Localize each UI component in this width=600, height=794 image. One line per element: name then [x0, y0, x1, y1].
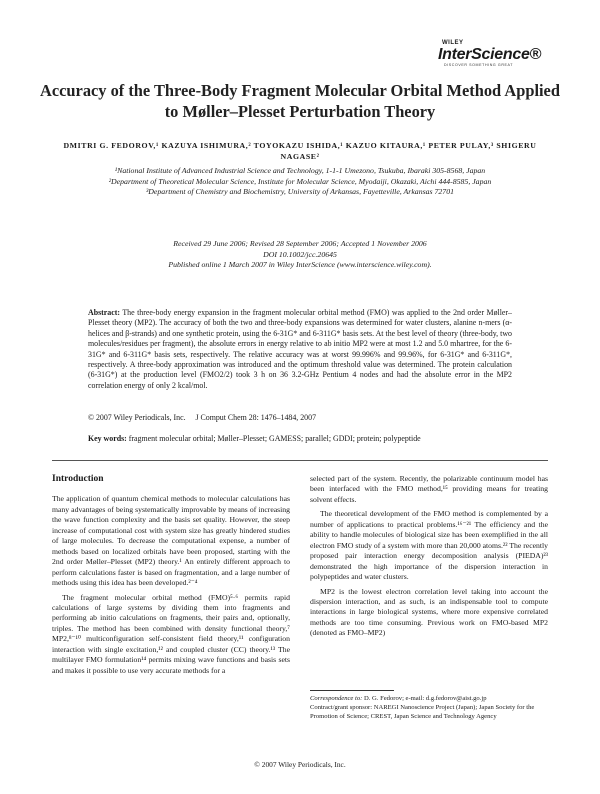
section-heading-introduction: Introduction [52, 474, 104, 484]
wiley-interscience-logo [438, 40, 568, 67]
doi: DOI 10.1002/jcc.20645 [263, 249, 337, 259]
intro-paragraph-1: The application of quantum chemical methods to molecular calculations has many advantages of being systematically improvable by means of increasing the wave function complexity and the basis set quality. However, the steep increase of computational cost with system size has greatly hindered studies of large molecules. To decrease the computational expense, a number of methods based on localized orbitals have been proposed, starting with the 2nd order Møller–Plesset (MP2) theory.¹ An entirely different approach to perform calculations faster is based on fragmentation, and a large number of methods using this idea has been developed.²⁻⁴ [52, 494, 290, 588]
footnotes [310, 694, 548, 722]
section-divider [52, 460, 548, 461]
publication-dates [60, 239, 540, 271]
left-column [52, 474, 290, 680]
correspondence-text: D. G. Fedorov; e-mail: d.g.fedorov@aist.go.jp [363, 695, 487, 702]
affiliation-3: ³Department of Chemistry and Biochemistry, University of Arkansas, Fayetteville, Arkansas 72701 [145, 187, 455, 196]
keywords-text: fragment molecular orbital; Møller–Plesset; GAMESS; parallel; GDDI; protein; polypeptide [128, 434, 421, 443]
correspondence [310, 694, 548, 703]
author-list: DMITRI G. FEDOROV,¹ KAZUYA ISHIMURA,² TOYOKAZU ISHIDA,¹ KAZUO KITAURA,¹ PETER PULAY,³ SHIGERU NAGASE² [63, 141, 537, 161]
keywords [88, 434, 512, 443]
copyright-line [88, 413, 512, 422]
intro-paragraph-5: MP2 is the lowest electron correlation level taking into account the dispersion interaction, and as such, is an indispensable tool to compute interactions in large biological systems, where more expensive correlated methods are too time consuming. Previous work on FMO-based MP2 (denoted as FMO–MP2) [310, 586, 548, 638]
right-column [310, 474, 548, 643]
keywords-label: Key words: [88, 434, 127, 443]
intro-paragraph-4: The theoretical development of the FMO method is complemented by a number of applications to practical problems.¹⁶⁻²¹ The efficiency and the ability to handle molecules of biological size has been exemplified in the all electron FMO study of a system with more than 20,000 atoms.²² The recently proposed pair interaction energy decomposition analysis (PIEDA)²³ demonstrated the high importance of the dispersion interaction in polypeptides and water clusters. [310, 509, 548, 582]
journal-citation: J Comput Chem 28: 1476–1484, 2007 [195, 413, 317, 422]
intro-paragraph-3: selected part of the system. Recently, the polarizable continuum model has been interfaced with the FMO method,¹⁵ providing means for treating solvent effects. [310, 474, 548, 504]
affiliation-2: ²Department of Theoretical Molecular Science, Institute for Molecular Science, Myodaiji, Okazaki, Aichi 444-8585, Japan [108, 176, 492, 186]
received-dates: Received 29 June 2006; Revised 28 September 2006; Accepted 1 November 2006 [173, 239, 427, 248]
grant-sponsor: Contract/grant sponsor: NAREGI Nanoscience Project (Japan); Japan Society for the Promotion of Science; CREST, Japan Science and Technology Agency [310, 704, 535, 721]
brand-tagline: DISCOVER SOMETHING GREAT [444, 63, 514, 67]
abstract-label: Abstract: [88, 308, 120, 317]
paper-title: Accuracy of the Three-Body Fragment Molecular Orbital Method Applied to Møller–Plesset Perturbation Theory [40, 81, 560, 121]
footnote-divider [310, 690, 394, 691]
publisher-name: WILEY [442, 40, 464, 46]
published-online: Published online 1 March 2007 in Wiley InterScience (www.interscience.wiley.com). [168, 260, 432, 269]
correspondence-label: Correspondence to: [310, 695, 363, 702]
intro-paragraph-2: The fragment molecular orbital method (FMO)⁵·⁶ permits rapid calculations of large systems by dividing them into fragments and performing ab initio calculations on fragments, their pairs and, optionally, triples. The method has been combined with density functional theory,⁷ MP2,⁸⁻¹⁰ multiconfiguration self-consistent field theory,¹¹ configuration interaction with single excitation,¹² and coupled cluster (CC) theory.¹³ The multilayer FMO formulation¹⁴ permits mixing wave functions and basis sets and makes it possible to use very accurate methods for a [52, 592, 290, 675]
copyright: © 2007 Wiley Periodicals, Inc. [88, 413, 186, 422]
affiliations [90, 166, 510, 198]
brand-name: InterScience® [438, 46, 542, 63]
abstract [88, 308, 512, 391]
abstract-text: The three-body energy expansion in the fragment molecular orbital method (FMO) was applied to the 2nd order Møller–Plesset theory (MP2). The accuracy of both the two and three-body expansions was determined for water clusters, alanine n-mers (α-helices and β-strands) and one synthetic protein, using the 6-31G* and 6-311G* basis sets. At the best level of theory (three-body, two molecules/residues per fragment), the absolute errors in energy relative to ab initio MP2 were at most 1.2 and 5.0 mhartree, for the 6-31G* and 6-311G* basis sets, respectively. The relative accuracy was at worst 99.996% and 99.96%, for 6-31G* and 6-311G*, respectively. A three-body approximation was introduced and the optimum threshold value was determined. The protein calculation (6-31G*) at the production level (FMO2/2) took 3 h on 36 3.2-GHz Pentium 4 nodes and had the absolute error in the MP2 correlation energy of only 2 kcal/mol. [88, 308, 512, 390]
affiliation-1: ¹National Institute of Advanced Industrial Science and Technology, 1-1-1 Umezono, Tsukuba, Ibaraki 305-8568, Japan [114, 166, 486, 175]
page-footer: © 2007 Wiley Periodicals, Inc. [254, 760, 346, 769]
